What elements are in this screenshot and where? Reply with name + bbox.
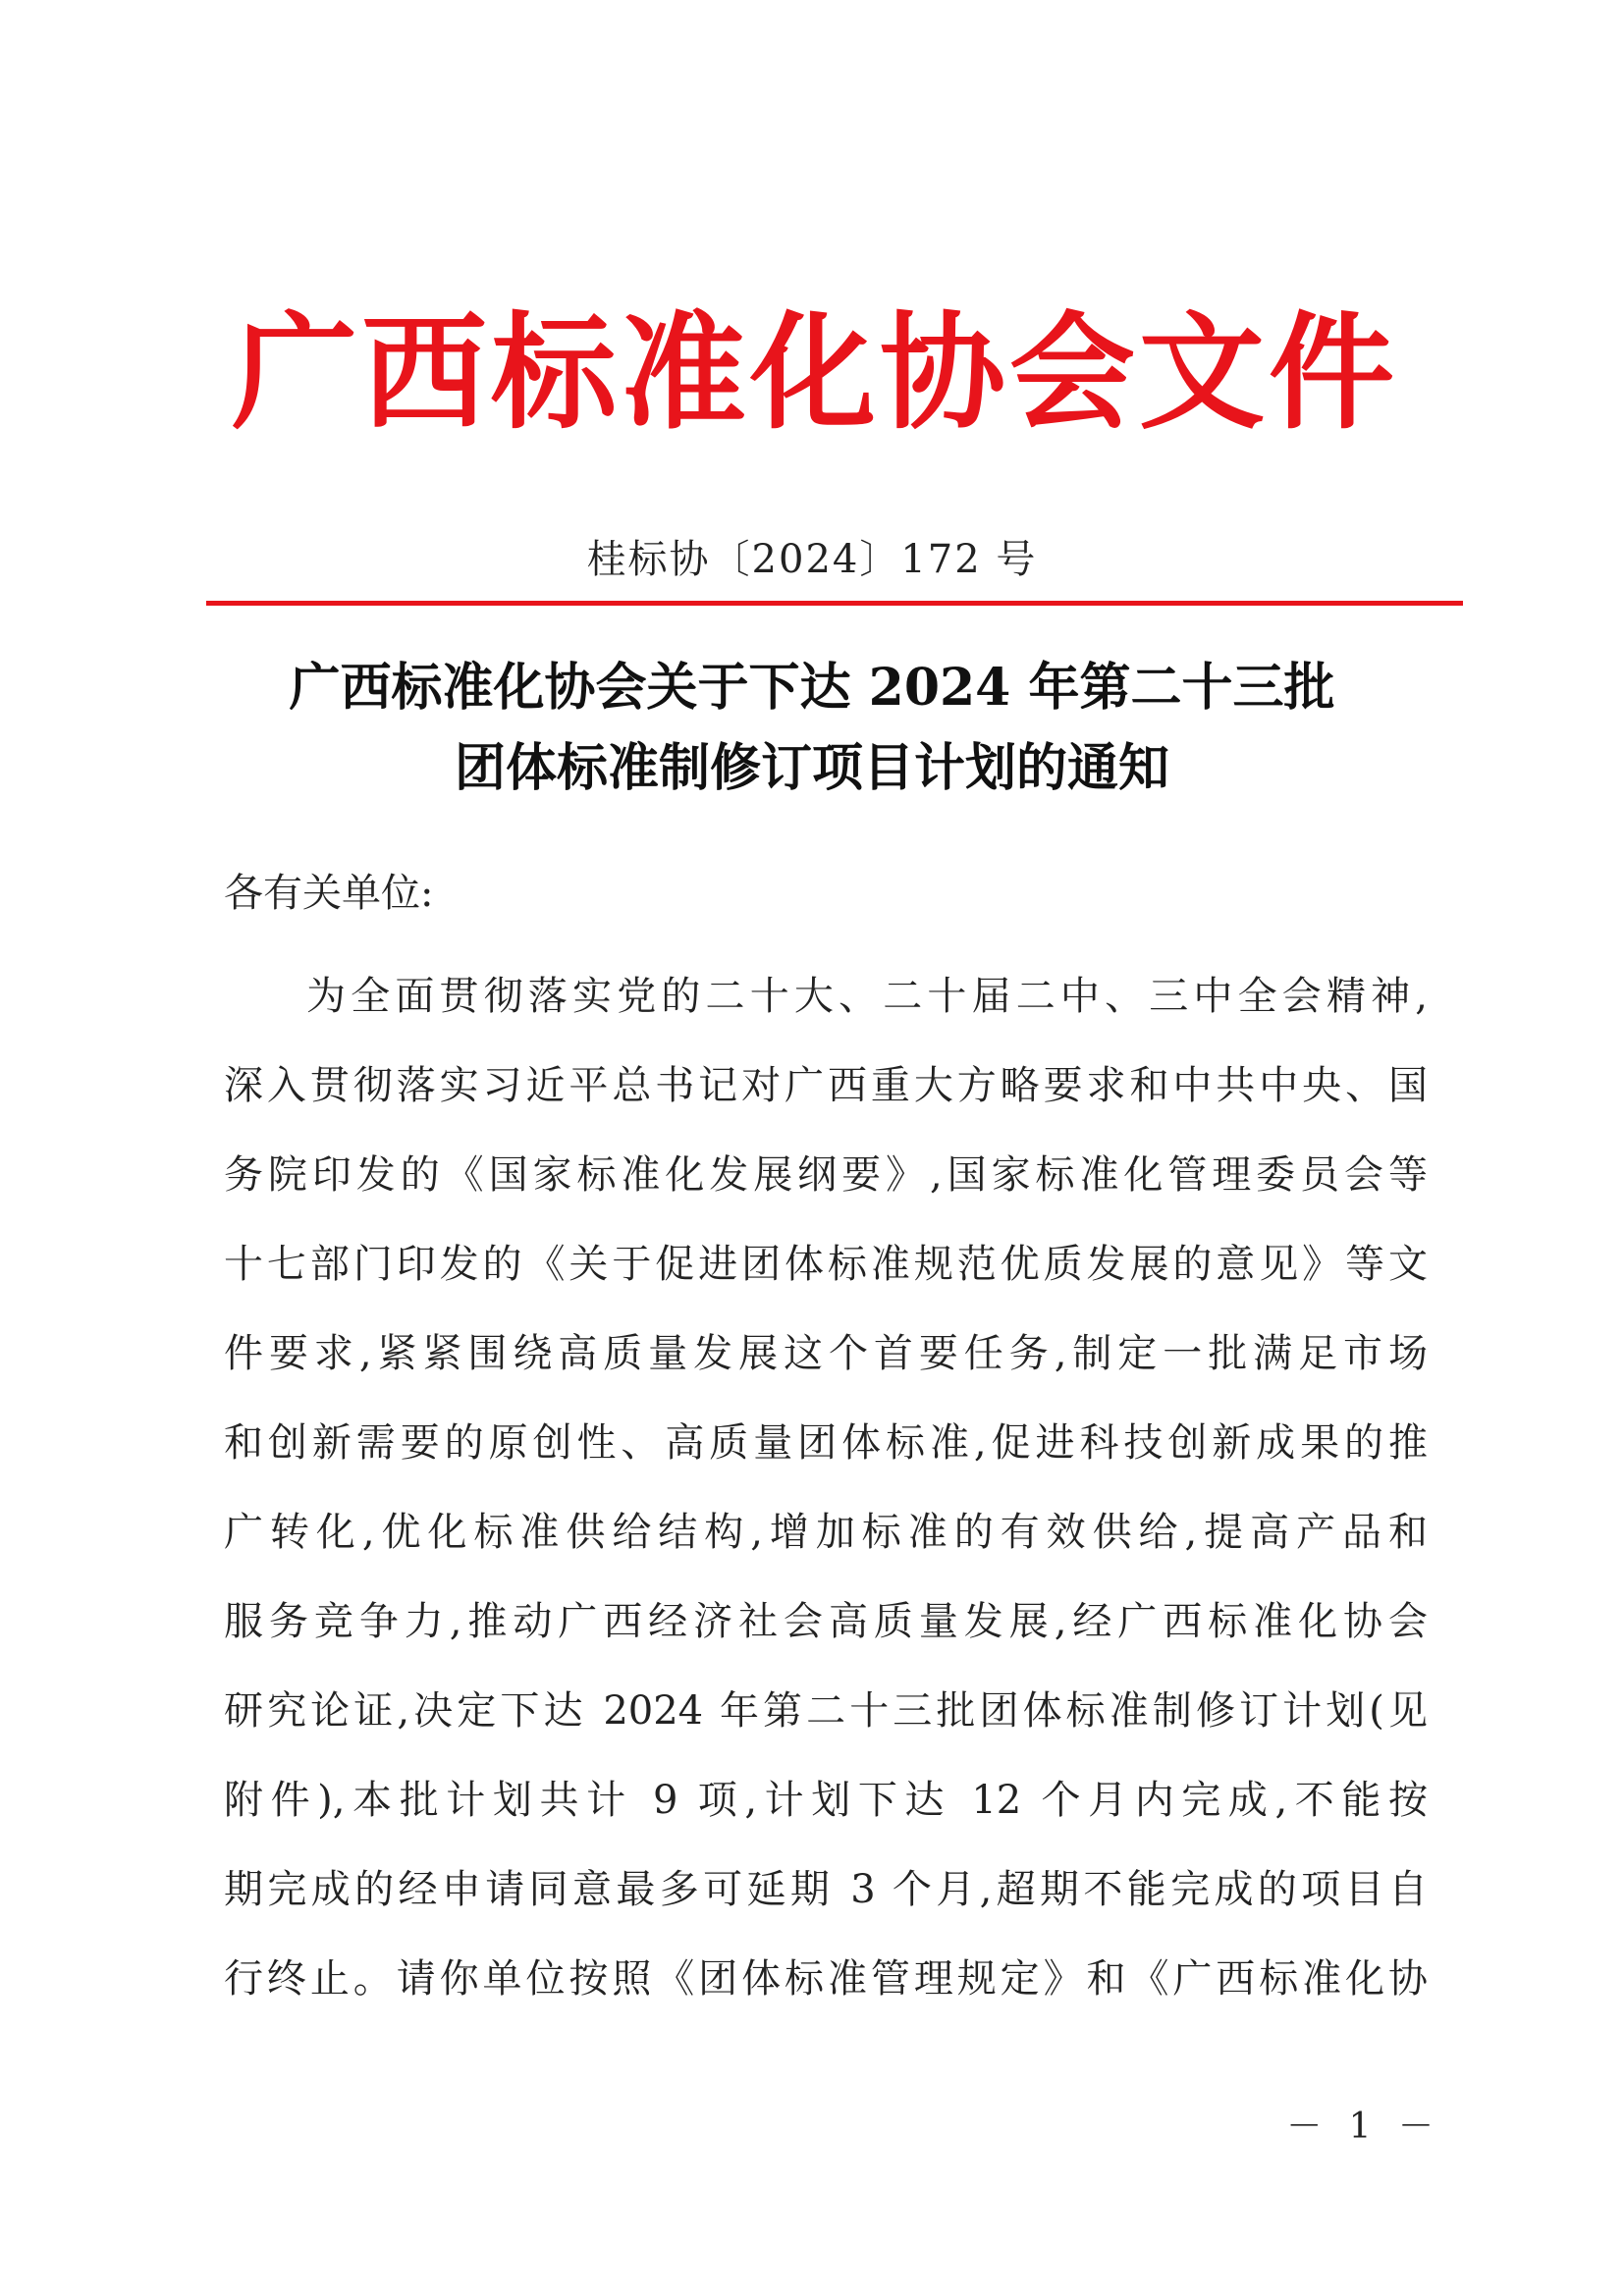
body-line: 附件),本批计划共计 9 项,计划下达 12 个月内完成,不能按 — [224, 1778, 1428, 1823]
body-line: 广转化,优化标准供给结构,增加标准的有效供给,提高产品和 — [224, 1510, 1428, 1555]
document-number: 桂标协〔2024〕172 号 — [586, 537, 1038, 582]
body-line: 十七部门印发的《关于促进团体标准规范优质发展的意见》等文 — [224, 1242, 1428, 1287]
notice-title-line-2: 团体标准制修订项目计划的通知 — [454, 738, 1169, 798]
body-line: 行终止。请你单位按照《团体标准管理规定》和《广西标准化协 — [224, 1956, 1428, 2002]
body-line: 和创新需要的原创性、高质量团体标准,促进科技创新成果的推 — [224, 1420, 1428, 1466]
body-line: 件要求,紧紧围绕高质量发展这个首要任务,制定一批满足市场 — [224, 1331, 1428, 1376]
body-line: 务院印发的《国家标准化发展纲要》,国家标准化管理委员会等 — [224, 1152, 1428, 1198]
red-divider-line — [206, 601, 1463, 606]
page-number: － 1 － — [1286, 2107, 1441, 2147]
body-line: 服务竞争力,推动广西经济社会高质量发展,经广西标准化协会 — [224, 1599, 1428, 1644]
body-paragraph — [224, 952, 1428, 2024]
body-line: 为全面贯彻落实党的二十大、二十届二中、三中全会精神, — [306, 974, 1428, 1019]
salutation: 各有关单位: — [224, 871, 434, 916]
masthead-title: 广西标准化协会文件 — [231, 299, 1398, 447]
body-line: 研究论证,决定下达 2024 年第二十三批团体标准制修订计划(见 — [224, 1688, 1428, 1734]
notice-title — [196, 648, 1428, 809]
body-line: 期完成的经申请同意最多可延期 3 个月,超期不能完成的项目自 — [224, 1867, 1428, 1912]
body-line: 深入贯彻落实习近平总书记对广西重大方略要求和中共中央、国 — [224, 1063, 1428, 1108]
notice-title-line-1: 广西标准化协会关于下达 2024 年第二十三批 — [289, 658, 1335, 718]
